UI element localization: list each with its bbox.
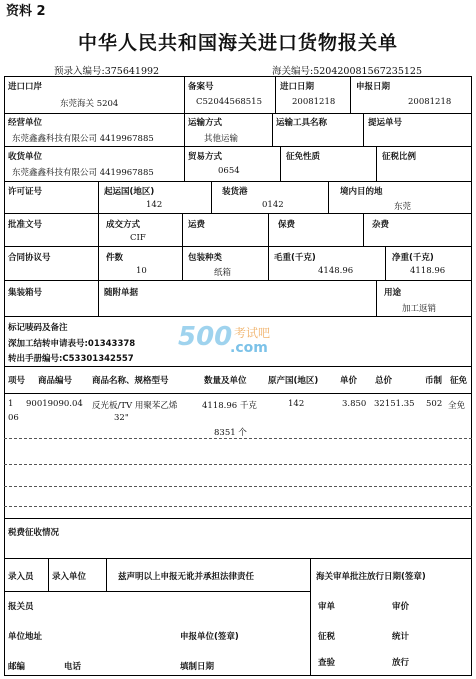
bl-label: 提运单号 <box>368 118 403 128</box>
phone-label: 电话 <box>64 662 82 672</box>
decl-date-label: 申报日期 <box>356 82 391 92</box>
origin-country-value: 142 <box>146 200 163 210</box>
misc-fee-label: 杂费 <box>372 220 390 230</box>
transport-value: 其他运输 <box>204 134 239 144</box>
document-title: 中华人民共和国海关进口货物报关单 <box>77 32 398 54</box>
goods-header-name: 商品名称、规格型号 <box>92 376 169 386</box>
marks-line-2: 转出手册编号:C53301342557 <box>8 354 134 364</box>
entry-clerk-label: 录入员 <box>8 572 34 582</box>
trade-label: 贸易方式 <box>188 152 223 162</box>
marks-label: 标记唛码及备注 <box>8 323 68 333</box>
goods-header-currency: 币制 <box>425 376 443 386</box>
approval-label: 批准文号 <box>8 220 43 230</box>
marks-line-1: 深加工结转申请表号:01343378 <box>8 339 136 349</box>
consignee-label: 收货单位 <box>8 152 43 162</box>
goods-header-item-no: 项号 <box>8 376 26 386</box>
consignee-value: 东莞鑫鑫科技有限公司 4419967885 <box>12 168 154 178</box>
item-name: 反光板/TV 用聚苯乙烯 <box>92 401 178 411</box>
usage-value: 加工返销 <box>402 304 437 314</box>
item-exemption: 全免 <box>448 401 466 411</box>
license-label: 许可证号 <box>8 187 43 197</box>
freight-label: 运费 <box>188 220 206 230</box>
goods-header-qty: 数量及单位 <box>204 376 247 386</box>
import-date-label: 进口日期 <box>280 82 315 92</box>
deal-value: CIF <box>130 233 146 243</box>
levy-label: 征税 <box>318 632 336 642</box>
exemption-nature-label: 征免性质 <box>286 152 321 162</box>
insurance-label: 保费 <box>278 220 296 230</box>
item-qty: 4118.96 千克 <box>202 401 257 411</box>
port-value: 东莞海关 5204 <box>60 99 119 109</box>
deal-label: 成交方式 <box>106 220 141 230</box>
operator-label: 经营单位 <box>8 118 43 128</box>
decl-unit-label: 申报单位(签章) <box>180 632 239 642</box>
import-date-value: 20081218 <box>292 97 336 107</box>
tax-label: 税费征收情况 <box>8 528 60 538</box>
item-total: 32151.35 <box>374 399 415 409</box>
document-tag: 资料 2 <box>6 4 46 19</box>
usage-label: 用途 <box>384 288 402 298</box>
item-spec: 32" <box>114 413 129 423</box>
customs-number: 海关编号:520420081567235125 <box>272 66 422 77</box>
inspection-label: 查验 <box>318 658 336 668</box>
transport-label: 运输方式 <box>188 118 223 128</box>
declaration-text: 兹声明以上申报无讹并承担法律责任 <box>118 572 255 582</box>
item-unit-price: 3.850 <box>342 399 367 409</box>
record-value: C52044568515 <box>196 97 262 107</box>
port-label: 进口口岸 <box>8 82 43 92</box>
unit-address-label: 单位地址 <box>8 632 43 642</box>
trade-value: 0654 <box>218 166 240 176</box>
loading-port-label: 装货港 <box>222 187 248 197</box>
pre-entry-number: 预录入编号:375641992 <box>54 66 160 77</box>
release-label: 放行 <box>392 658 410 668</box>
entry-unit-label: 录入单位 <box>52 572 87 582</box>
goods-header-unit-price: 单价 <box>340 376 358 386</box>
origin-country-label: 起运国(地区) <box>104 187 155 197</box>
stats-label: 统计 <box>392 632 410 642</box>
gross-weight-label: 毛重(千克) <box>274 253 316 263</box>
net-weight-value: 4118.96 <box>410 266 446 276</box>
goods-header-hs-code: 商品编号 <box>38 376 73 386</box>
record-label: 备案号 <box>188 82 214 92</box>
pieces-value: 10 <box>136 266 147 276</box>
item-no: 1 <box>8 399 14 409</box>
loading-port-value: 0142 <box>262 200 284 210</box>
audit-label: 审价 <box>392 602 410 612</box>
decl-date-value: 20081218 <box>408 97 452 107</box>
item-hs-code: 90019090.04 <box>26 399 83 409</box>
approval-title: 海关审单批注放行日期(签章) <box>316 572 426 582</box>
pieces-label: 件数 <box>106 253 124 263</box>
watermark-logo: 500 考试吧 .com <box>178 322 271 356</box>
goods-header-origin: 原产国(地区) <box>268 376 319 386</box>
attached-docs-label: 随附单据 <box>104 288 139 298</box>
vehicle-label: 运输工具名称 <box>276 118 328 128</box>
container-label: 集装箱号 <box>8 288 43 298</box>
review-label: 审单 <box>318 602 336 612</box>
contract-label: 合同协议号 <box>8 253 51 263</box>
item-qty-2: 8351 个 <box>214 428 247 438</box>
package-label: 包装种类 <box>188 253 223 263</box>
fill-date-label: 填制日期 <box>180 662 215 672</box>
destination-label: 境内目的地 <box>340 187 383 197</box>
item-origin: 142 <box>288 399 305 409</box>
gross-weight-value: 4148.96 <box>318 266 354 276</box>
goods-header-exemption: 征免 <box>450 376 468 386</box>
tax-ratio-label: 征税比例 <box>382 152 417 162</box>
goods-header-total: 总价 <box>375 376 393 386</box>
item-hs-suffix: 06 <box>8 413 19 423</box>
operator-value: 东莞鑫鑫科技有限公司 4419967885 <box>12 134 154 144</box>
package-value: 纸箱 <box>214 268 232 278</box>
item-currency: 502 <box>426 399 443 409</box>
net-weight-label: 净重(千克) <box>392 253 434 263</box>
postcode-label: 邮编 <box>8 662 26 672</box>
declarant-label: 报关员 <box>8 602 34 612</box>
destination-value: 东莞 <box>394 202 412 212</box>
